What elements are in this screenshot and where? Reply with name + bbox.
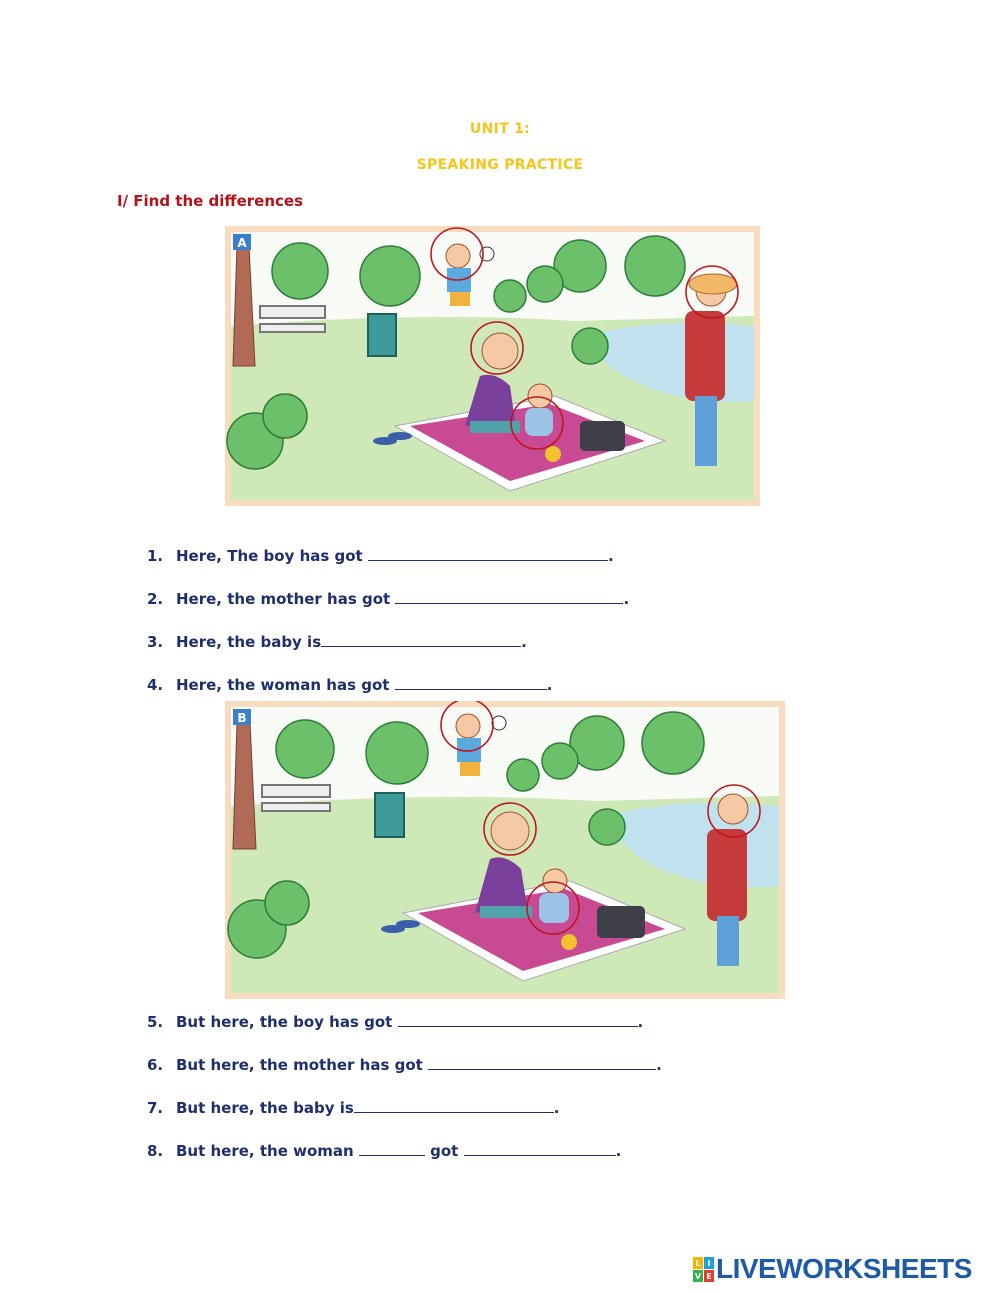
- answer-blank-3[interactable]: [321, 632, 521, 647]
- picture-b: [225, 701, 785, 999]
- question-1: 1. Here, The boy has got .: [147, 547, 614, 565]
- answer-blank-7[interactable]: [354, 1098, 554, 1113]
- question-6: 6. But here, the mother has got .: [147, 1056, 662, 1074]
- scene-b-label: B: [237, 711, 247, 725]
- question-7: 7. But here, the baby is .: [147, 1099, 560, 1117]
- answer-blank-8a[interactable]: [359, 1141, 425, 1156]
- question-5: 5. But here, the boy has got .: [147, 1013, 644, 1031]
- question-4: 4. Here, the woman has got .: [147, 676, 553, 694]
- picture-a: [225, 226, 760, 506]
- answer-blank-2[interactable]: [395, 589, 623, 604]
- page-subtitle: SPEAKING PRACTICE: [416, 157, 584, 173]
- answer-blank-4[interactable]: [395, 675, 547, 690]
- question-8: 8. But here, the woman got .: [147, 1142, 622, 1160]
- answer-blank-5[interactable]: [398, 1012, 638, 1027]
- question-3: 3. Here, the baby is .: [147, 633, 527, 651]
- scene-a-label: A: [237, 236, 247, 250]
- answer-blank-1[interactable]: [368, 546, 608, 561]
- liveworksheets-logo: [693, 1253, 972, 1285]
- logo-mark-icon: L I V E: [693, 1257, 713, 1281]
- section-title: I/ Find the differences: [117, 192, 303, 210]
- answer-blank-8b[interactable]: [464, 1141, 616, 1156]
- answer-blank-6[interactable]: [428, 1055, 656, 1070]
- unit-title: UNIT 1:: [469, 121, 531, 137]
- question-2: 2. Here, the mother has got .: [147, 590, 630, 608]
- logo-text: LIVEWORKSHEETS: [716, 1253, 972, 1284]
